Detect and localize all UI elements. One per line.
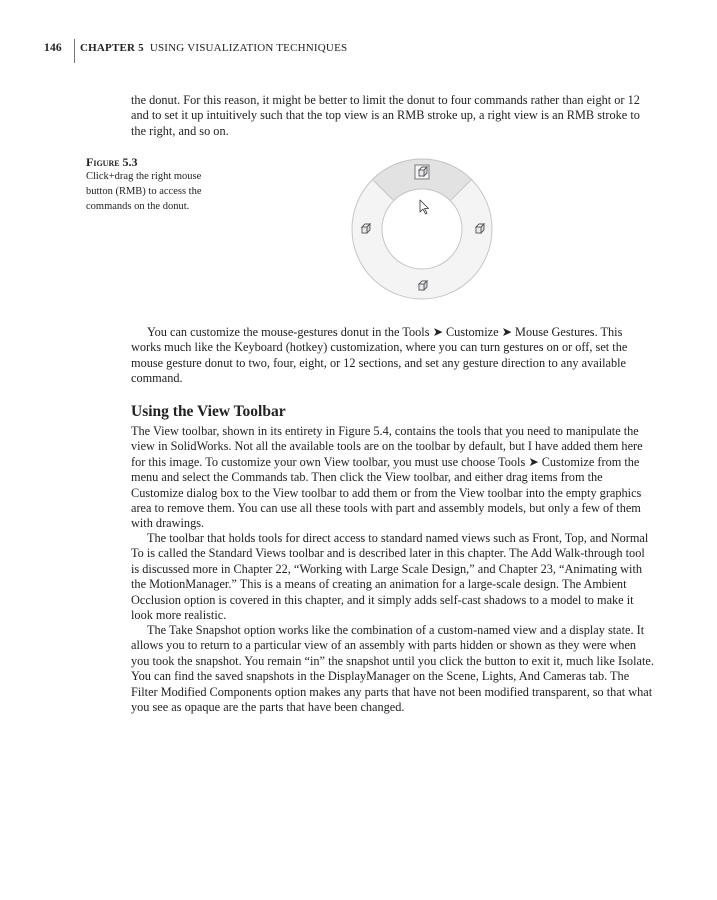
view-right-icon[interactable] xyxy=(476,224,484,233)
body-paragraph: You can customize the mouse-gestures donut in the Tools ➤ Customize ➤ Mouse Gestures. This works much like the Keyboard (hotkey) customization, where you can turn gestures on or off, set the mouse gesture donut to two, four, eight, or 12 sections, and set any gesture direction to any available command. xyxy=(131,325,628,386)
body-paragraph: The Take Snapshot option works like the combination of a custom-named view and a display state. It allows you to return to a particular view of an assembly with parts hidden or shown as they were when you took the snapshot. You remain “in” the snapshot until you click the button to exit it, much like Isolate. You can find the saved snapshots in the DisplayManager on the Scene, Lights, And Cameras tab. The Filter Modified Components option makes any parts that have not been modified transparent, so that what you see as opaque are the parts that have been changed. xyxy=(131,623,654,715)
view-bottom-icon[interactable] xyxy=(419,281,427,290)
chapter-heading xyxy=(80,42,347,54)
page-number: 146 xyxy=(44,42,62,54)
chapter-label: CHAPTER 5 xyxy=(80,42,144,54)
figure-caption xyxy=(86,155,214,214)
figure-caption-text: Click+drag the right mouse button (RMB) to access the commands on the donut. xyxy=(86,171,202,212)
donut-center-hole xyxy=(382,189,462,269)
view-top-icon[interactable] xyxy=(415,165,429,179)
view-left-icon[interactable] xyxy=(362,224,370,233)
chapter-title: USING VISUALIZATION TECHNIQUES xyxy=(149,42,348,54)
figure-label: Figure 5.3 xyxy=(86,155,138,169)
body-paragraph: the donut. For this reason, it might be better to limit the donut to four commands rather than eight or 12 and to set it up intuitively such that the top view is an RMB stroke up, a right view is an RMB stroke to the right, and so on. xyxy=(131,93,640,138)
body-paragraph: The View toolbar, shown in its entirety in Figure 5.4, contains the tools that you need to manipulate the view in SolidWorks. Not all the available tools are on the toolbar by default, but I have added them here for this image. To customize your own View toolbar, you must use choose Tools ➤ Customize from the menu and select the Commands tab. Then click the View toolbar, and either drag items from the Customize dialog box to the View toolbar to add them or from the View toolbar into the empty graphics area to remove them. You can use all these tools with part and assembly models, but only a few of them with drawings. xyxy=(131,424,643,531)
header-divider xyxy=(74,39,75,63)
section-heading: Using the View Toolbar xyxy=(131,403,286,420)
mouse-gesture-donut xyxy=(350,157,494,301)
body-paragraph: The toolbar that holds tools for direct access to standard named views such as Front, Top, and Normal To is called the Standard Views toolbar and is described later in this chapter. The Add Walk-through tool is discussed more in Chapter 22, “Working with Large Scale Design,” and Chapter 23, “Animating with the MotionManager.” This is a means of creating an animation for a large-scale design. The Ambient Occlusion option is covered in this chapter, and it simply adds self-cast shadows to a model to make it look more realistic. xyxy=(131,531,649,623)
